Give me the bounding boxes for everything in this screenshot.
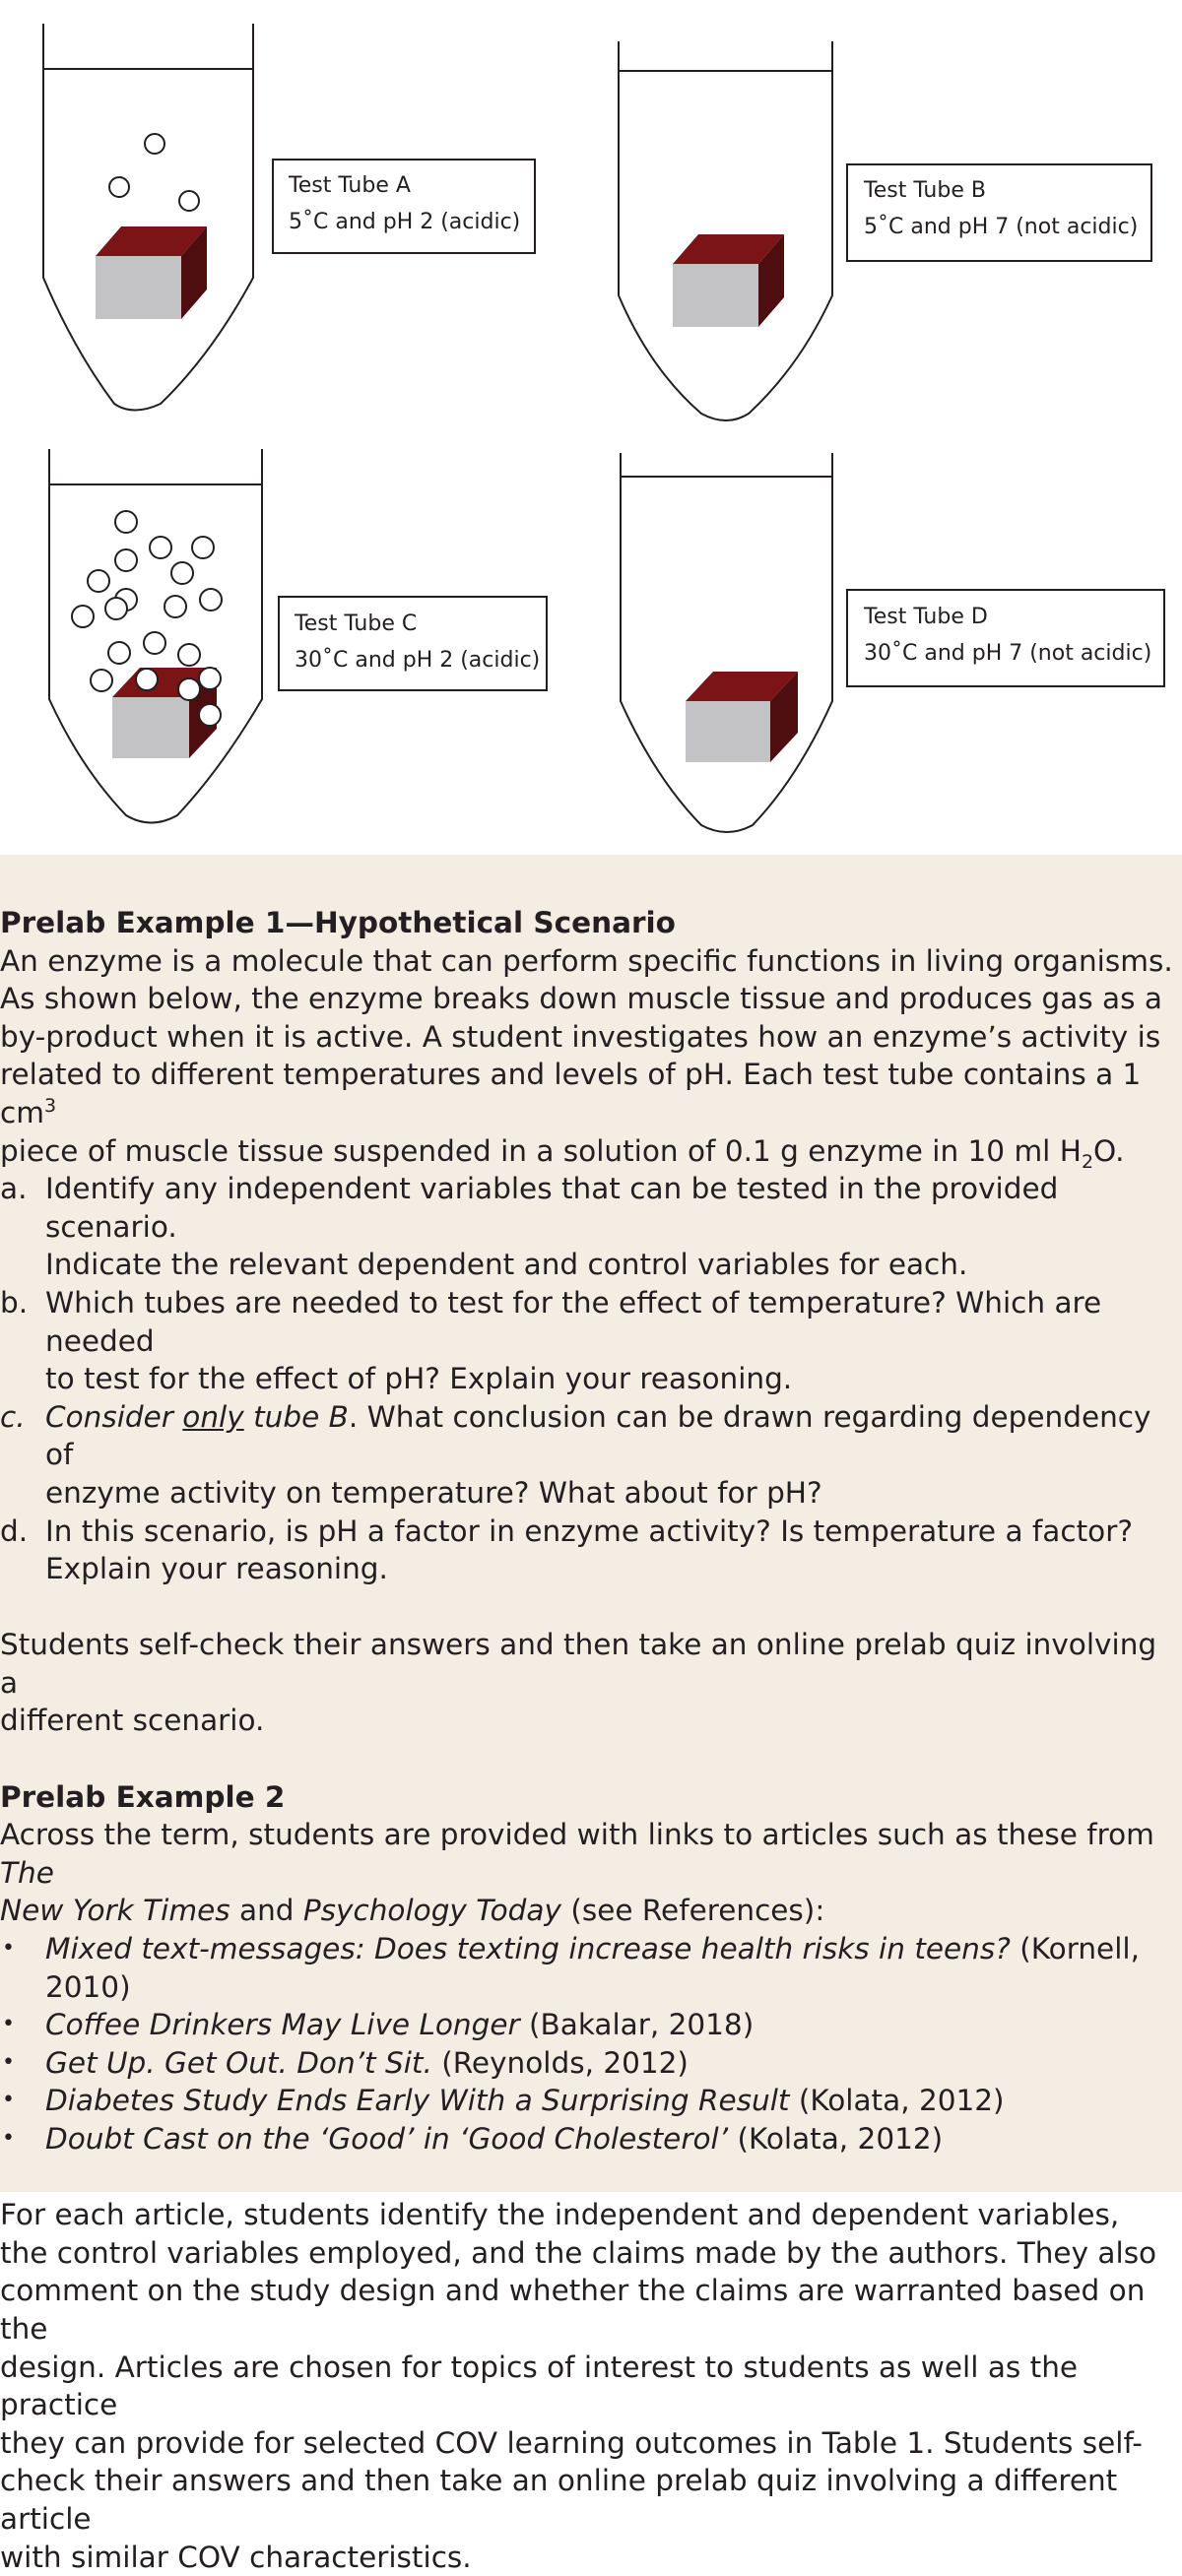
article-citation: (Kolata, 2012) — [789, 2084, 1005, 2118]
question-marker: a. — [0, 1172, 28, 1206]
question-text: In this scenario, is pH a factor in enzyme activity? Is temperature a factor? — [45, 1513, 1133, 1548]
question-marker: b. — [0, 1285, 29, 1320]
question-text: Which tubes are needed to test for the effect of temperature? Which are needed — [45, 1285, 1102, 1358]
closing-line: check their answers and then take an online prelab quiz involving a different article — [0, 2464, 1118, 2536]
question-marker: c. — [0, 1399, 26, 1434]
gas-bubble — [200, 589, 222, 611]
article-citation: (Kornell, 2010) — [45, 1932, 1140, 2004]
gas-bubble — [178, 678, 200, 700]
intro-line: As shown below, the enzyme breaks down muscle tissue and produces gas as a — [0, 982, 1162, 1016]
test-tube-b-outline — [619, 41, 832, 420]
list-item — [0, 2006, 1182, 2044]
selfcheck-line: Students self-check their answers and then take an online prelab quiz involving a — [0, 1628, 1157, 1700]
test-tube-b-title: Test Tube B — [864, 178, 986, 203]
question-text: Consider — [45, 1399, 183, 1434]
cubic-superscript: 3 — [43, 1095, 57, 1118]
example2-heading: Prelab Example 2 — [0, 1779, 286, 1814]
question-marker: d. — [0, 1513, 29, 1548]
gas-bubble — [91, 670, 112, 691]
question-text: Explain your reasoning. — [45, 1552, 388, 1586]
publication-name: Psychology Today — [302, 1894, 561, 1928]
intro-text: and — [230, 1894, 303, 1928]
question-text: . What conclusion can be drawn regarding dependency of — [45, 1399, 1151, 1472]
closing-line: design. Articles are chosen for topics of interest to students as well as the practice — [0, 2350, 1079, 2422]
test-tube-diagram — [0, 0, 1182, 855]
gas-bubble — [199, 704, 221, 726]
question-text: enzyme activity on temperature? What about for pH? — [45, 1475, 822, 1510]
gas-bubble — [164, 596, 186, 617]
test-tube-c-title: Test Tube C — [295, 612, 418, 636]
test-tube-d-title: Test Tube D — [864, 605, 988, 629]
gas-bubble — [199, 668, 221, 689]
test-tube-a-conditions: 5˚C and pH 2 (acidic) — [289, 210, 521, 234]
gas-bubble — [171, 562, 193, 584]
test-tube-figure — [0, 0, 1182, 855]
intro-line: An enzyme is a molecule that can perform specific functions in living organisms. — [0, 943, 1173, 978]
gas-bubble — [144, 632, 165, 654]
question-c — [0, 1398, 1182, 1513]
gas-bubble — [192, 537, 214, 558]
intro-line: by-product when it is active. A student investigates how an enzyme’s activity is — [0, 1019, 1161, 1054]
muscle-tissue-d — [686, 672, 798, 762]
article-title: Get Up. Get Out. Don’t Sit. — [45, 2045, 432, 2080]
closing-line: with similar COV characteristics. — [0, 2540, 472, 2574]
article-title: Diabetes Study Ends Early With a Surprising Result — [45, 2084, 790, 2118]
gas-bubble — [150, 537, 171, 558]
publication-name: The — [0, 1855, 54, 1890]
closing-line: For each article, students identify the independent and dependent variables, — [0, 2198, 1120, 2232]
gas-bubble — [179, 191, 199, 211]
question-emphasis: only — [182, 1399, 244, 1434]
example2-closing — [0, 2196, 1182, 2576]
example1-heading: Prelab Example 1—Hypothetical Scenario — [0, 906, 676, 939]
muscle-tissue-a — [96, 226, 207, 319]
example2-intro — [0, 1816, 1182, 1930]
publication-name: New York Times — [0, 1894, 230, 1928]
list-item — [0, 2044, 1182, 2083]
question-d — [0, 1513, 1182, 1588]
gas-bubble — [178, 644, 200, 666]
question-text: Identify any independent variables that can be tested in the provided scenario. — [45, 1172, 1059, 1244]
test-tube-a-title: Test Tube A — [289, 173, 411, 198]
gas-bubble — [136, 669, 158, 690]
question-text: Indicate the relevant dependent and control variables for each. — [45, 1248, 968, 1282]
bullet-icon: • — [2, 2088, 15, 2113]
article-title: Doubt Cast on the ‘Good’ in ‘Good Cholesterol’ — [45, 2122, 729, 2156]
gas-bubble — [108, 642, 130, 664]
intro-line: piece of muscle tissue suspended in a solution of 0.1 g enzyme in 10 ml H — [0, 1133, 1082, 1168]
intro-line: O. — [1093, 1133, 1125, 1168]
closing-line: comment on the study design and whether the claims are warranted based on the — [0, 2274, 1146, 2346]
gas-bubble — [105, 598, 127, 619]
question-text: tube B — [243, 1399, 349, 1434]
list-item — [0, 1930, 1182, 2006]
test-tube-b-conditions: 5˚C and pH 7 (not acidic) — [864, 215, 1139, 239]
closing-line: they can provide for selected COV learning outcomes in Table 1. Students self- — [0, 2425, 1143, 2460]
question-text: to test for the effect of pH? Explain your reasoning. — [45, 1362, 793, 1396]
intro-text: Across the term, students are provided with links to articles such as these from — [0, 1818, 1154, 1852]
article-citation: (Kolata, 2012) — [728, 2122, 944, 2156]
test-tube-c-conditions: 30˚C and pH 2 (acidic) — [295, 648, 541, 673]
article-citation: (Bakalar, 2018) — [519, 2008, 755, 2042]
test-tube-d-conditions: 30˚C and pH 7 (not acidic) — [864, 641, 1152, 666]
bullet-icon: • — [2, 2049, 15, 2075]
question-list — [0, 1170, 1182, 1588]
intro-line: related to different temperatures and levels of pH. Each test tube contains a 1 cm — [0, 1058, 1142, 1129]
intro-text: (see References): — [560, 1894, 825, 1928]
article-title: Coffee Drinkers May Live Longer — [45, 2008, 520, 2042]
bullet-icon: • — [2, 2012, 15, 2037]
article-list — [0, 1930, 1182, 2158]
gas-bubble — [88, 570, 109, 592]
question-b — [0, 1284, 1182, 1398]
list-item — [0, 2120, 1182, 2158]
gas-bubble — [115, 549, 137, 571]
list-item — [0, 2082, 1182, 2120]
gas-bubble — [115, 511, 137, 533]
bullet-icon: • — [2, 1936, 15, 1962]
article-title: Mixed text-messages: Does texting increase health risks in teens? — [45, 1932, 1011, 1966]
prelab-text-panel — [0, 855, 1182, 2574]
example1-selfcheck — [0, 1626, 1182, 1740]
article-citation: (Reynolds, 2012) — [431, 2045, 689, 2080]
example1-intro — [0, 942, 1182, 1171]
gas-bubble — [145, 134, 164, 154]
selfcheck-line: different scenario. — [0, 1704, 265, 1738]
muscle-tissue-b — [673, 234, 784, 327]
test-tube-d-outline — [621, 453, 832, 832]
gas-bubble — [72, 606, 94, 627]
bullet-icon: • — [2, 2126, 15, 2151]
water-subscript: 2 — [1081, 1150, 1094, 1173]
closing-line: the control variables employed, and the claims made by the authors. They also — [0, 2235, 1157, 2270]
gas-bubble — [109, 177, 129, 197]
question-a — [0, 1170, 1182, 1284]
test-tube-a-outline — [43, 24, 253, 411]
